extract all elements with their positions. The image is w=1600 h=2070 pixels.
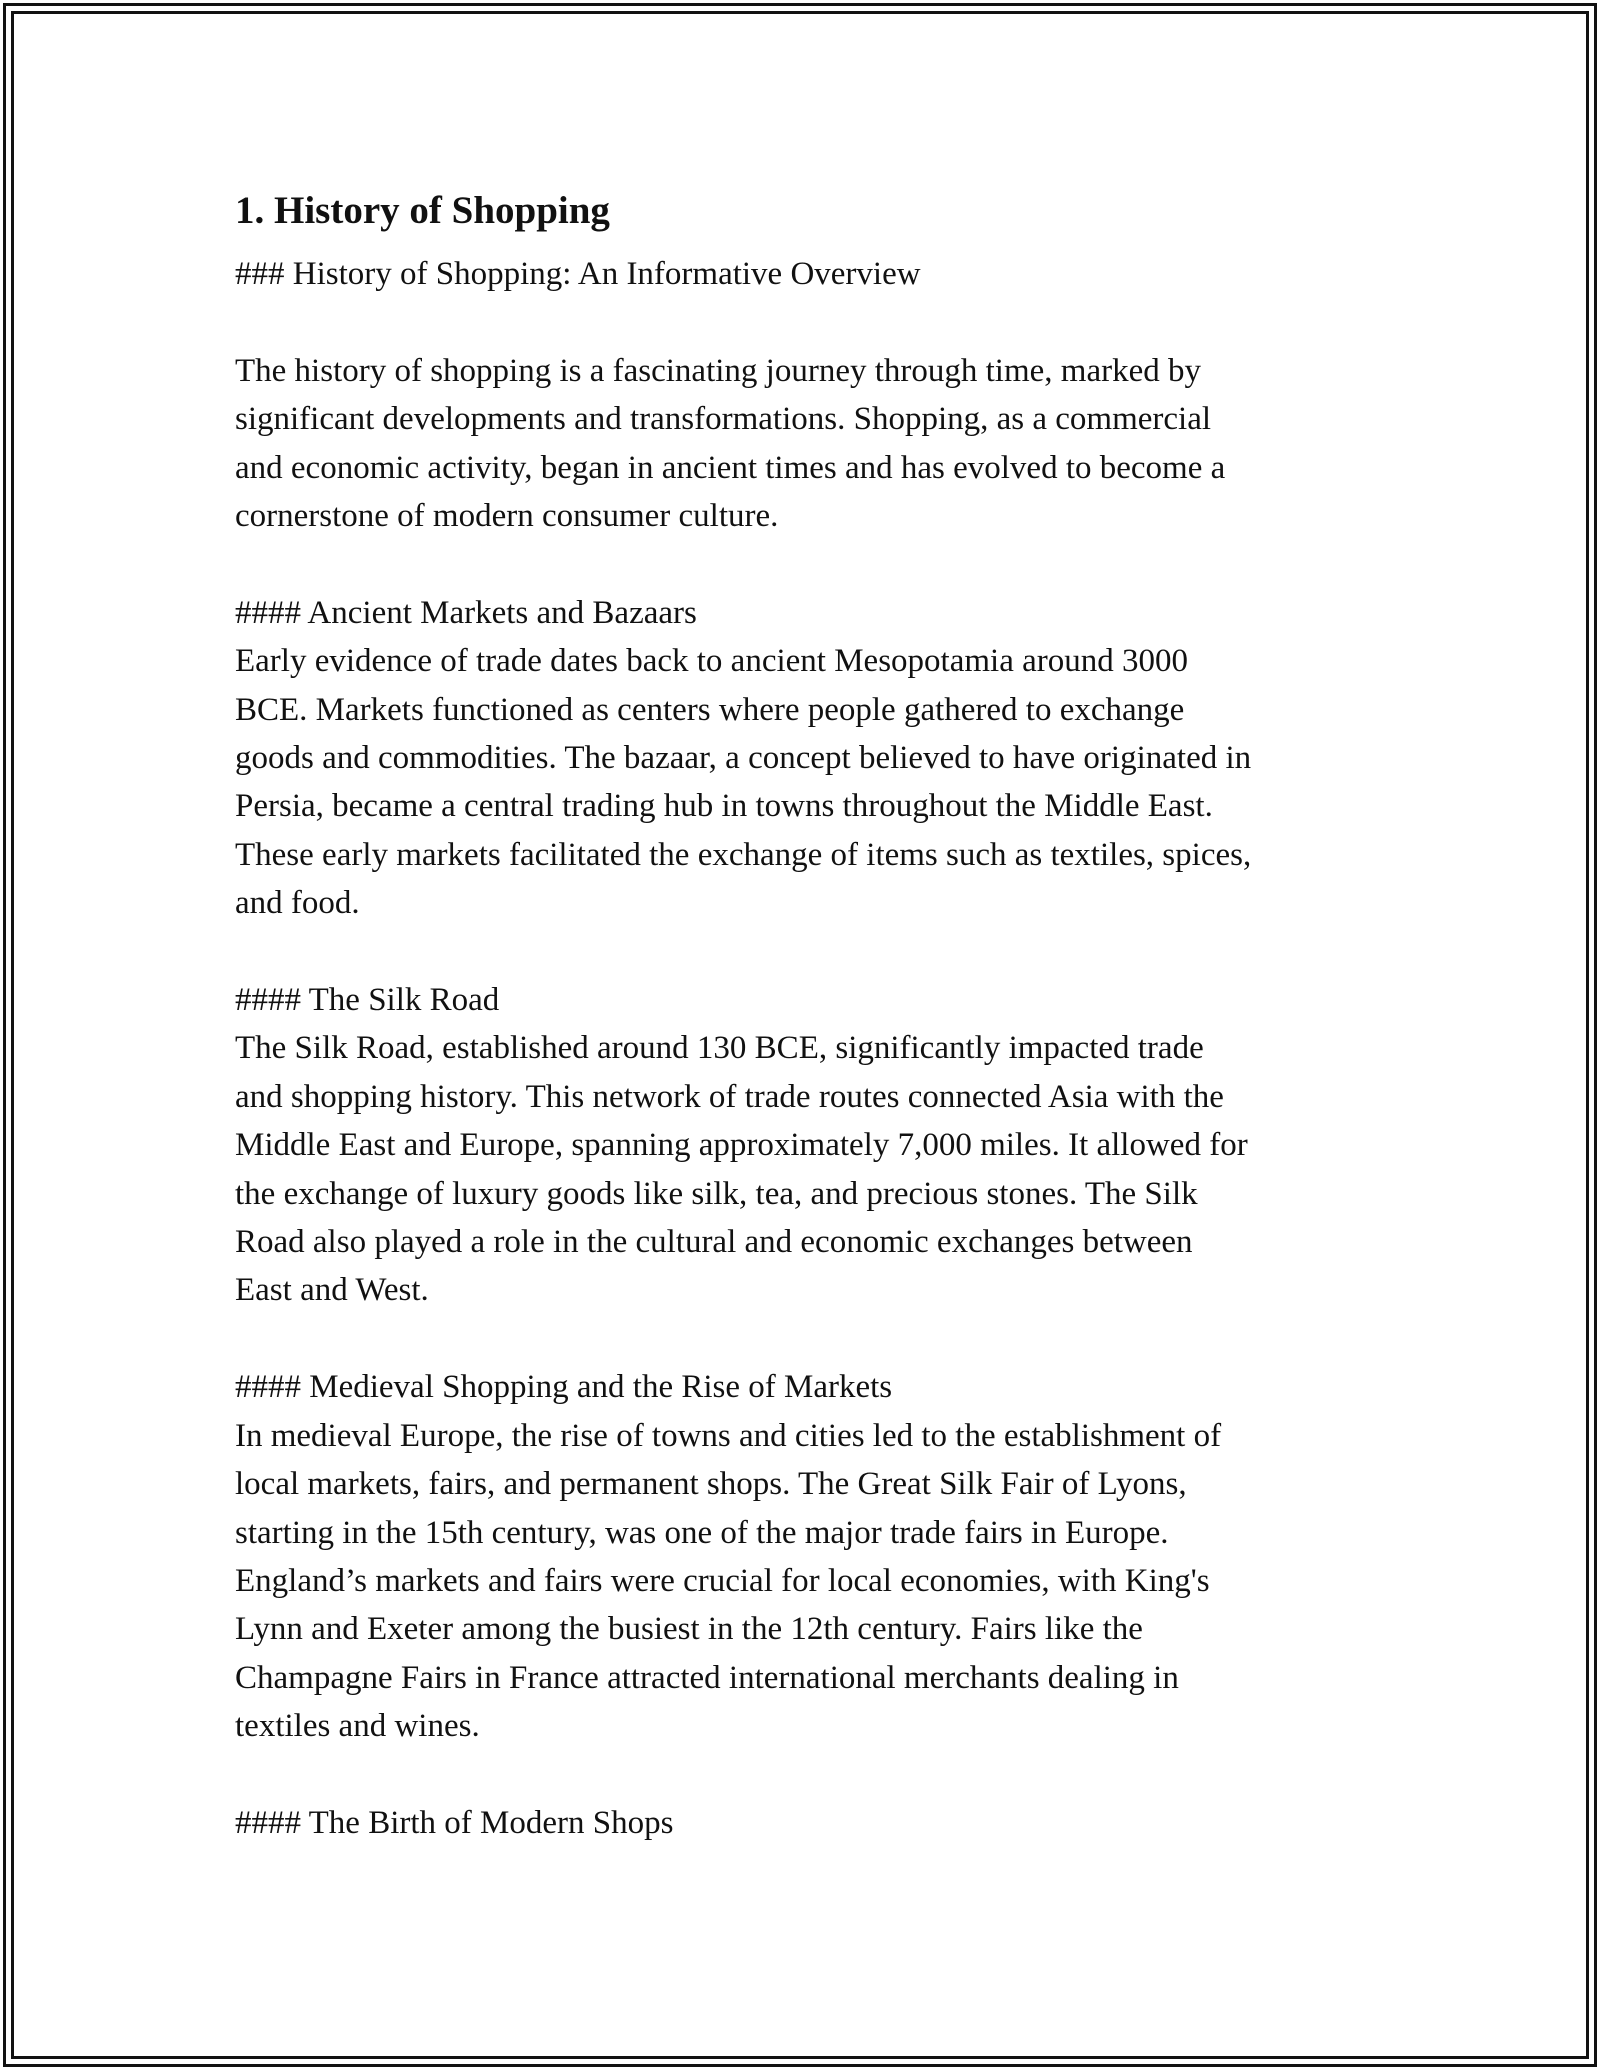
section-heading: #### Medieval Shopping and the Rise of Markets bbox=[235, 1369, 893, 1406]
paragraph-line: In medieval Europe, the rise of towns and cities led to the establishment of bbox=[235, 1417, 1222, 1454]
paragraph-gap bbox=[235, 540, 1375, 588]
section-medieval-shopping bbox=[235, 1363, 1375, 1750]
intro-line: cornerstone of modern consumer culture. bbox=[235, 498, 779, 535]
paragraph-line: Champagne Fairs in France attracted international merchants dealing in bbox=[235, 1659, 1179, 1696]
paragraph-line: BCE. Markets functioned as centers where people gathered to exchange bbox=[235, 691, 1185, 728]
section-heading: #### The Silk Road bbox=[235, 982, 500, 1019]
section-ancient-markets bbox=[235, 589, 1375, 928]
paragraph-line: England’s markets and fairs were crucial for local economies, with King's bbox=[235, 1562, 1210, 1599]
document-subtitle: ### History of Shopping: An Informative Overview bbox=[235, 256, 921, 292]
paragraph-line: The Silk Road, established around 130 BCE, significantly impacted trade bbox=[235, 1030, 1204, 1067]
paragraph-line: East and West. bbox=[235, 1272, 429, 1309]
paragraph-line: starting in the 15th century, was one of the major trade fairs in Europe. bbox=[235, 1514, 1169, 1551]
paragraph-line: goods and commodities. The bazaar, a concept believed to have originated in bbox=[235, 740, 1252, 777]
section-paragraph bbox=[235, 637, 1375, 927]
paragraph-line: Lynn and Exeter among the busiest in the 12th century. Fairs like the bbox=[235, 1611, 1143, 1648]
intro-line: and economic activity, began in ancient times and has evolved to become a bbox=[235, 449, 1226, 486]
paragraph-line: the exchange of luxury goods like silk, tea, and precious stones. The Silk bbox=[235, 1175, 1198, 1212]
section-modern-shops bbox=[235, 1799, 1375, 1847]
paragraph-line: Road also played a role in the cultural and economic exchanges between bbox=[235, 1224, 1193, 1261]
section-heading: #### Ancient Markets and Bazaars bbox=[235, 594, 697, 631]
paragraph-line: and food. bbox=[235, 885, 360, 922]
document-body bbox=[235, 180, 1375, 1847]
section-paragraph bbox=[235, 1024, 1375, 1314]
paragraph-line: local markets, fairs, and permanent shops. The Great Silk Fair of Lyons, bbox=[235, 1466, 1187, 1503]
paragraph-line: Early evidence of trade dates back to ancient Mesopotamia around 3000 bbox=[235, 643, 1188, 680]
intro-line: The history of shopping is a fascinating journey through time, marked by bbox=[235, 352, 1201, 389]
paragraph-line: textiles and wines. bbox=[235, 1708, 480, 1745]
intro-line: significant developments and transformations. Shopping, as a commercial bbox=[235, 401, 1212, 438]
paragraph-gap bbox=[235, 1751, 1375, 1799]
paragraph-line: and shopping history. This network of trade routes connected Asia with the bbox=[235, 1078, 1224, 1115]
paragraph-gap bbox=[235, 928, 1375, 976]
paragraph-line: Persia, became a central trading hub in towns throughout the Middle East. bbox=[235, 788, 1213, 825]
paragraph-gap bbox=[235, 1315, 1375, 1363]
section-paragraph bbox=[235, 1412, 1375, 1751]
paragraph-gap bbox=[235, 298, 1375, 346]
paragraph-line: These early markets facilitated the exchange of items such as textiles, spices, bbox=[235, 836, 1252, 873]
section-silk-road bbox=[235, 976, 1375, 1315]
paragraph-line: Middle East and Europe, spanning approximately 7,000 miles. It allowed for bbox=[235, 1127, 1248, 1164]
document-title: 1. History of Shopping bbox=[235, 189, 610, 232]
intro-paragraph bbox=[235, 347, 1375, 541]
section-heading: #### The Birth of Modern Shops bbox=[235, 1804, 674, 1841]
